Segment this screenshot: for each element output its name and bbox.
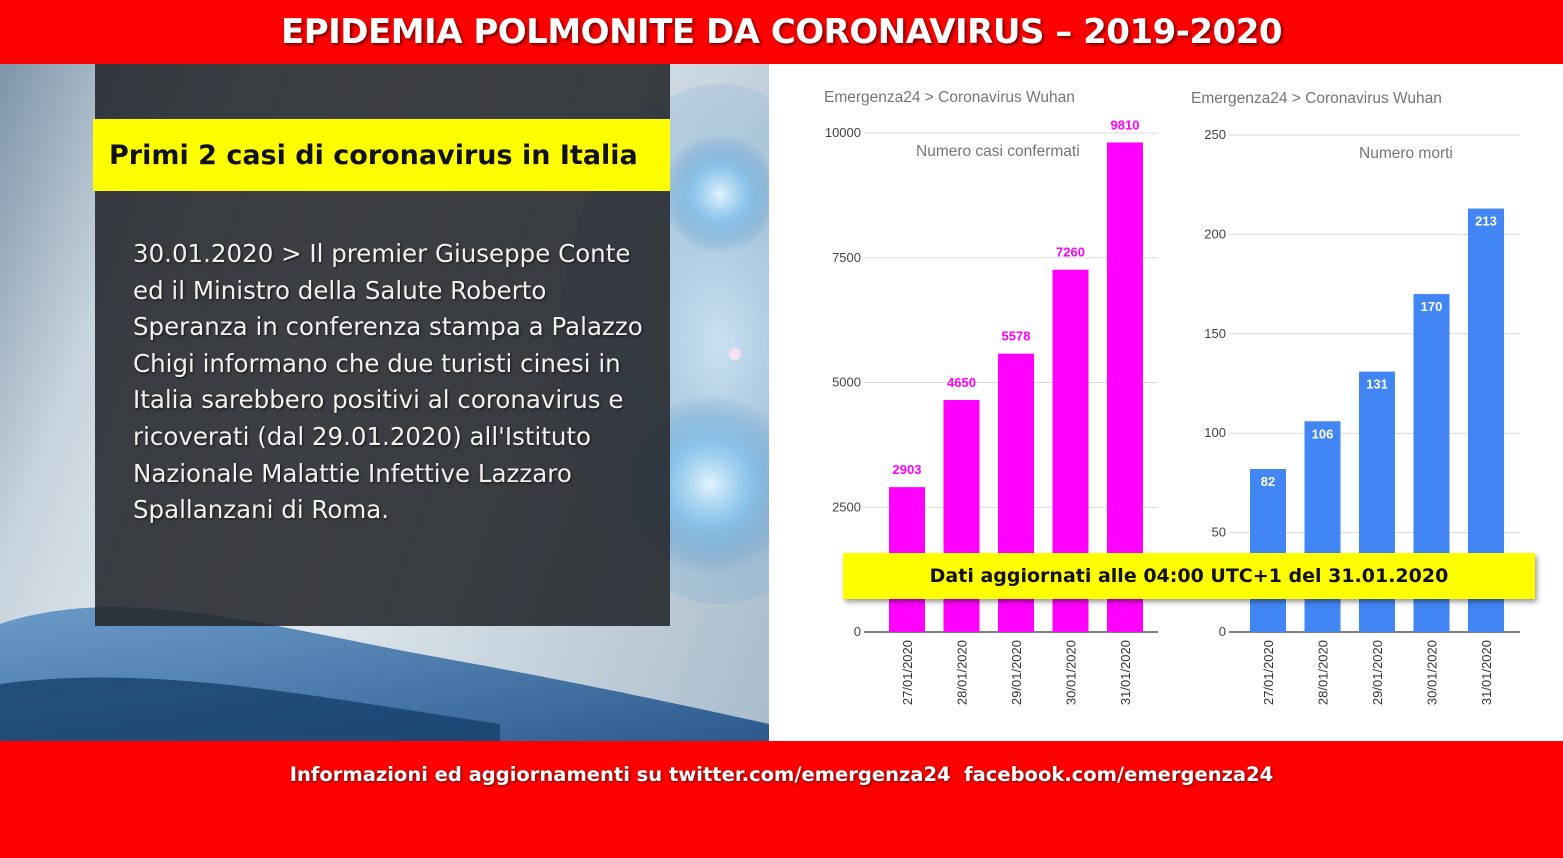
cases-x-tick-label: 31/01/2020 xyxy=(1118,640,1133,706)
deaths-x-tick-label: 28/01/2020 xyxy=(1315,640,1331,706)
cases-chart-title: Emergenza24 > Coronavirus Wuhan xyxy=(824,89,1075,106)
deaths-y-tick-label: 250 xyxy=(1204,127,1226,142)
deaths-x-tick-label: 30/01/2020 xyxy=(1424,640,1440,706)
news-body: 30.01.2020 > Il premier Giuseppe Conte ed il Ministro della Salute Roberto Speranza in conferenza stampa a Palazzo Chigi informano che due turisti cinesi in Italia sarebbero positivi al coronavirus e ricoverati (dal 29.01.2020) all'Istituto Nazionale Malattie Infettive Lazzaro Spallanzani di Roma. xyxy=(133,239,643,525)
deaths-data-label: 131 xyxy=(1366,376,1388,392)
cases-data-label: 7260 xyxy=(1056,244,1085,260)
cases-data-label: 9810 xyxy=(1110,117,1140,133)
deaths-y-tick-label: 50 xyxy=(1211,524,1226,540)
cases-x-tick-label: 28/01/2020 xyxy=(954,640,970,706)
deaths-chart-subtitle: Numero morti xyxy=(1359,145,1453,162)
cases-y-tick-label: 5000 xyxy=(832,374,861,390)
cases-data-label: 4650 xyxy=(947,374,976,390)
bottom-banner xyxy=(0,741,1563,858)
deaths-data-label: 82 xyxy=(1260,473,1276,489)
cases-y-tick-label: 0 xyxy=(853,624,861,639)
page-title: EPIDEMIA POLMONITE DA CORONAVIRUS – 2019-2020 xyxy=(280,12,1283,52)
deaths-bar xyxy=(1250,469,1286,632)
cases-data-label: 2903 xyxy=(892,462,922,478)
cases-y-tick-label: 2500 xyxy=(832,499,861,515)
headline-box xyxy=(93,119,670,191)
cases-data-label: 5578 xyxy=(1001,328,1031,344)
deaths-data-label: 106 xyxy=(1311,426,1334,442)
deaths-data-label: 170 xyxy=(1420,299,1443,315)
update-note xyxy=(843,553,1535,599)
headline-text: Primi 2 casi di coronavirus in Italia xyxy=(109,139,638,171)
deaths-y-tick-label: 0 xyxy=(1218,624,1226,639)
deaths-bar xyxy=(1305,421,1341,632)
deaths-x-tick-label: 27/01/2020 xyxy=(1261,640,1276,706)
cases-x-tick-label: 30/01/2020 xyxy=(1063,640,1079,706)
cases-chart-subtitle: Numero casi confermati xyxy=(916,143,1080,160)
cases-y-tick-label: 10000 xyxy=(824,125,861,140)
charts-area xyxy=(769,64,1563,741)
deaths-x-tick-label: 31/01/2020 xyxy=(1479,640,1494,706)
charts-svg xyxy=(769,64,1563,741)
update-note-text: Dati aggiornati alle 04:00 UTC+1 del 31.01.2020 xyxy=(929,565,1449,587)
deaths-y-tick-label: 100 xyxy=(1204,425,1226,441)
deaths-y-tick-label: 200 xyxy=(1204,226,1226,242)
deaths-y-tick-label: 150 xyxy=(1204,325,1226,341)
cases-x-tick-label: 27/01/2020 xyxy=(900,640,915,706)
cases-y-tick-label: 7500 xyxy=(832,249,861,265)
top-banner xyxy=(0,0,1563,64)
deaths-chart-title: Emergenza24 > Coronavirus Wuhan xyxy=(1191,90,1442,107)
cases-x-tick-label: 29/01/2020 xyxy=(1009,640,1024,706)
footer-text: Informazioni ed aggiornamenti su twitter.com/emergenza24 facebook.com/emergenza24 xyxy=(289,763,1274,786)
deaths-data-label: 213 xyxy=(1475,213,1497,229)
deaths-x-tick-label: 29/01/2020 xyxy=(1370,640,1385,706)
